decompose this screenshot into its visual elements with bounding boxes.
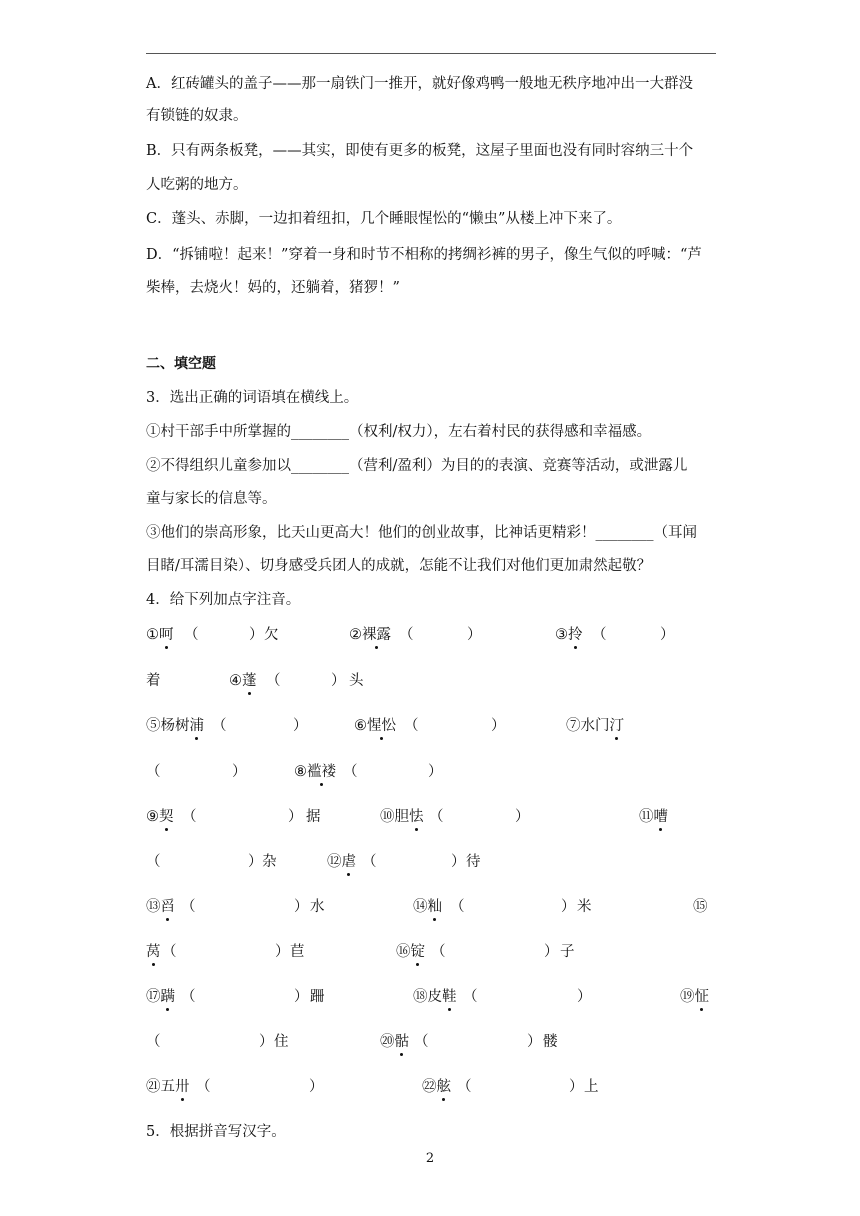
answer-paren-close: ）: [294, 989, 309, 1005]
q3-sentence-1: ①村干部手中所掌握的________（权利/权力），左右着村民的获得感和幸福感。: [146, 424, 652, 440]
answer-paren-open: （: [212, 718, 227, 734]
dotted-char: 卅: [175, 1079, 190, 1095]
answer-paren-open: （: [181, 899, 196, 915]
q4-item-9: ⑨契: [146, 809, 174, 825]
answer-paren-close: ）: [467, 627, 482, 643]
header-rule: [146, 53, 716, 54]
answer-paren-open: （: [431, 944, 446, 960]
answer-paren-close: ）: [293, 718, 308, 734]
answer-paren-open: （: [146, 764, 161, 780]
q5-stem: 5．根据拼音写汉字。: [146, 1124, 286, 1140]
q4-item-9-suffix: 据: [306, 809, 321, 825]
q4-item-12-suffix: 待: [466, 854, 481, 870]
dotted-char: 怯: [409, 809, 424, 825]
answer-paren-close: ）: [527, 1034, 542, 1050]
q4-item-22-suffix: 上: [584, 1079, 599, 1095]
option-a-line-2: 有锁链的奴隶。: [146, 108, 248, 124]
answer-paren-close: ）: [561, 899, 576, 915]
dotted-char: 莴: [146, 944, 161, 960]
q4-item-20: ⑳骷: [380, 1034, 409, 1050]
q3-sentence-3-line-1: ③他们的崇高形象，比天山更高大！他们的创业故事，比神话更精彩！________（耳闻: [146, 525, 697, 541]
q4-item-22: ㉒舷: [422, 1079, 451, 1095]
q3-stem: 3．选出正确的词语填在横线上。: [146, 390, 359, 406]
q4-item-5: ⑤杨树浦: [146, 718, 204, 734]
q4-item-4: ④蓬: [229, 673, 257, 689]
dotted-char: 汀: [609, 718, 624, 734]
q4-item-16-suffix: 子: [560, 944, 575, 960]
answer-paren-open: （: [146, 1034, 161, 1050]
q4-item-6: ⑥惺忪: [354, 718, 396, 734]
answer-paren-close: ）: [309, 1079, 324, 1095]
dotted-char: 舷: [436, 1079, 451, 1095]
dotted-char: 浦: [189, 718, 204, 734]
answer-paren-close: ）: [515, 809, 530, 825]
dotted-char: 虐: [341, 854, 356, 870]
dotted-char: 舀: [160, 899, 175, 915]
dotted-char: 怔: [694, 989, 709, 1005]
answer-paren-close: ）: [577, 989, 592, 1005]
q3-sentence-2-line-2: 童与家长的信息等。: [146, 491, 277, 507]
q4-item-11: ⑪嘈: [639, 809, 668, 825]
answer-paren-open: （: [184, 627, 199, 643]
answer-paren-close: ）: [569, 1079, 584, 1095]
q4-item-3: ③拎: [555, 627, 583, 643]
answer-paren-close: ）: [428, 764, 443, 780]
answer-paren-open: （: [399, 627, 414, 643]
q4-item-13-suffix: 水: [310, 899, 325, 915]
dotted-char: 呵: [159, 627, 174, 643]
option-c-line-1: C．蓬头、赤脚，一边扣着纽扣，几个睡眼惺忪的“懒虫”从楼上冲下来了。: [146, 211, 622, 227]
dotted-char: 籼: [427, 899, 442, 915]
answer-paren-close: ）: [331, 673, 346, 689]
q4-item-18: ⑱皮鞋: [413, 989, 457, 1005]
q4-item-3-suffix: 着: [146, 673, 161, 689]
q4-item-10: ⑩胆怯: [380, 809, 424, 825]
q4-item-20-suffix: 髅: [543, 1034, 558, 1050]
q4-item-1-suffix: 欠: [264, 627, 279, 643]
q4-item-19-suffix: 住: [274, 1034, 289, 1050]
q4-item-14: ⑭籼: [413, 899, 442, 915]
answer-paren-open: （: [429, 809, 444, 825]
q4-item-1: ①呵: [146, 627, 174, 643]
answer-paren-close: ）: [451, 854, 466, 870]
answer-paren-open: （: [463, 989, 478, 1005]
dotted-char: 鞋: [442, 989, 457, 1005]
dotted-char: 契: [159, 809, 174, 825]
answer-paren-close: ）: [294, 899, 309, 915]
answer-paren-open: （: [362, 854, 377, 870]
answer-paren-close: ）: [544, 944, 559, 960]
answer-paren-close: ）: [491, 718, 506, 734]
answer-paren-open: （: [146, 854, 161, 870]
q4-item-15-number: ⑮: [693, 899, 708, 915]
answer-paren-open: （: [182, 809, 197, 825]
dotted-char: 惺忪: [367, 718, 396, 734]
q4-item-8: ⑧褴褛: [294, 764, 336, 780]
q4-item-12: ⑫虐: [327, 854, 356, 870]
answer-paren-open: （: [343, 764, 358, 780]
option-d-line-2: 柴棒，去烧火！妈的，还躺着，猪猡！”: [146, 280, 400, 296]
answer-paren-close: ）: [259, 1034, 274, 1050]
q4-item-21: ㉑五卅: [146, 1079, 190, 1095]
q4-item-15-suffix: 苣: [290, 944, 305, 960]
dotted-char: 裸露: [362, 627, 391, 643]
dotted-char: 拎: [568, 627, 583, 643]
answer-paren-open: （: [196, 1079, 211, 1095]
page-number: 2: [425, 1151, 435, 1166]
option-a-line-1: A．红砖罐头的盖子——那一扇铁门一推开，就好像鸡鸭一般地无秩序地冲出一大群没: [146, 76, 693, 92]
dotted-char: 骷: [394, 1034, 409, 1050]
answer-paren-open: （: [592, 627, 607, 643]
section-title: 二、填空题: [146, 356, 216, 372]
q4-item-7: ⑦水门汀: [566, 718, 624, 734]
answer-paren-open: （: [457, 1079, 472, 1095]
answer-paren-close: ）: [288, 809, 303, 825]
answer-paren-open: （: [162, 944, 177, 960]
answer-paren-open: （: [404, 718, 419, 734]
dotted-char: 蹒: [160, 989, 175, 1005]
dotted-char: 锭: [410, 944, 425, 960]
option-b-line-2: 人吃粥的地方。: [146, 177, 248, 193]
dotted-char: 嘈: [653, 809, 668, 825]
answer-paren-close: ）: [275, 944, 290, 960]
answer-paren-close: ）: [232, 764, 247, 780]
q4-item-16: ⑯锭: [396, 944, 425, 960]
q4-item-13: ⑬舀: [146, 899, 175, 915]
q4-item-17: ⑰蹒: [146, 989, 175, 1005]
answer-paren-open: （: [266, 673, 281, 689]
q3-sentence-2-line-1: ②不得组织儿童参加以________（营利/盈利）为目的的表演、竞赛等活动，或泄露儿: [146, 458, 688, 474]
q3-sentence-3-line-2: 目睹/耳濡目染）、切身感受兵团人的成就，怎能不让我们对他们更加肃然起敬？: [146, 558, 652, 574]
answer-paren-open: （: [181, 989, 196, 1005]
answer-paren-open: （: [414, 1034, 429, 1050]
answer-paren-close: ）: [248, 854, 263, 870]
answer-paren-open: （: [450, 899, 465, 915]
option-b-line-1: B．只有两条板凳，——其实，即使有更多的板凳，这屋子里面也没有同时容纳三十个: [146, 143, 694, 159]
q4-item-2: ②裸露: [349, 627, 391, 643]
q4-item-4-suffix: 头: [349, 673, 364, 689]
q4-item-14-suffix: 米: [577, 899, 592, 915]
option-d-line-1: D．“拆铺啦！起来！”穿着一身和时节不相称的拷绸衫裤的男子，像生气似的呼喊：“芦: [146, 247, 702, 263]
q4-item-15: [146, 942, 161, 962]
q4-item-19: ⑲怔: [680, 989, 709, 1005]
answer-paren-close: ）: [660, 627, 675, 643]
dotted-char: 蓬: [242, 673, 257, 689]
q4-item-11-suffix: 杂: [262, 854, 277, 870]
dotted-char: 褴褛: [307, 764, 336, 780]
q4-stem: 4．给下列加点字注音。: [146, 592, 301, 608]
q4-item-17-suffix: 跚: [310, 989, 325, 1005]
answer-paren-close: ）: [249, 627, 264, 643]
